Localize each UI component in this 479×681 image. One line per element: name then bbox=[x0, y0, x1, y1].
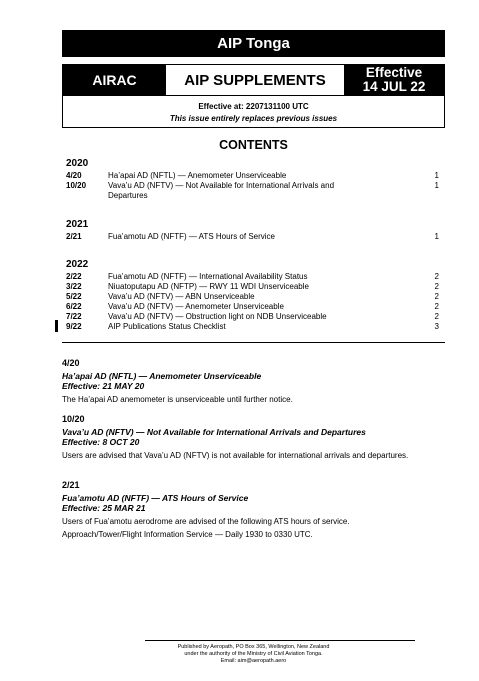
toc-entry-number: 2/22 bbox=[66, 272, 82, 281]
supplement-effective: Effective: 25 MAR 21 bbox=[62, 503, 146, 513]
toc-entry-number: 10/20 bbox=[66, 181, 87, 190]
airac-banner bbox=[62, 64, 445, 96]
toc-entry-number: 9/22 bbox=[66, 322, 82, 331]
toc-entry[interactable] bbox=[66, 282, 439, 292]
toc-entry-title: Vava’u AD (NFTV) — ABN Unserviceable bbox=[108, 292, 255, 301]
toc-entry-number: 6/22 bbox=[66, 302, 82, 311]
publisher-footer bbox=[62, 644, 445, 665]
toc-entry-number: 2/21 bbox=[66, 232, 82, 241]
supplement-title: Vava’u AD (NFTV) — Not Available for International Arrivals and Departures bbox=[62, 427, 366, 437]
contents-heading: CONTENTS bbox=[219, 138, 288, 152]
supplement-title: Fua’amotu AD (NFTF) — ATS Hours of Service bbox=[62, 493, 249, 503]
document-title: AIP Tonga bbox=[217, 35, 290, 52]
supplement-number: 4/20 bbox=[62, 358, 80, 368]
toc-year-2021: 2021 bbox=[66, 219, 89, 230]
toc-entry-number: 3/22 bbox=[66, 282, 82, 291]
toc-entry-title: Vava’u AD (NFTV) — Obstruction light on NDB Unserviceable bbox=[108, 312, 327, 321]
toc-entry-title: Fua’amotu AD (NFTF) — ATS Hours of Service bbox=[108, 232, 276, 241]
footer-line: under the authority of the Ministry of Civil Aviation Tonga. bbox=[184, 651, 323, 657]
supplement-body: Users of Fua’amotu aerodrome are advised of the following ATS hours of service. bbox=[62, 517, 350, 526]
toc-entry-page: 1 bbox=[434, 232, 439, 241]
toc-entry-number: 5/22 bbox=[66, 292, 82, 301]
supplement-number: 2/21 bbox=[62, 480, 80, 490]
supplement-body: Users are advised that Vava’u AD (NFTV) is not available for international arrivals and departures. bbox=[62, 451, 409, 460]
toc-entry-title: Ha’apai AD (NFTL) — Anemometer Unserviceable bbox=[108, 171, 287, 180]
toc-entry-page: 2 bbox=[434, 312, 439, 321]
footer-line: Published by Aeropath, PO Box 365, Wellington, New Zealand bbox=[177, 644, 330, 650]
supplement-entry bbox=[62, 480, 445, 540]
toc-entry-page: 2 bbox=[434, 302, 439, 311]
toc-entry[interactable] bbox=[66, 322, 439, 332]
supplement-entry bbox=[62, 414, 445, 461]
change-bar bbox=[55, 320, 58, 332]
toc-entry[interactable] bbox=[66, 171, 439, 181]
toc-entry-title: Niuatoputapu AD (NFTP) — RWY 11 WDI Unserviceable bbox=[108, 282, 309, 291]
toc-entry-page: 2 bbox=[434, 292, 439, 301]
supplement-entry bbox=[62, 358, 445, 405]
toc-entry[interactable] bbox=[66, 302, 439, 312]
supplement-number: 10/20 bbox=[62, 414, 85, 424]
table-of-contents bbox=[66, 158, 439, 332]
supplement-body: The Ha’apai AD anemometer is unserviceable until further notice. bbox=[62, 395, 293, 404]
footer-divider bbox=[145, 640, 415, 641]
toc-year-2022: 2022 bbox=[66, 259, 89, 270]
toc-entry-number: 4/20 bbox=[66, 171, 82, 180]
page-header bbox=[62, 30, 445, 57]
toc-entry-page: 1 bbox=[434, 171, 439, 180]
toc-entry[interactable] bbox=[66, 272, 439, 282]
effective-date-block bbox=[344, 65, 444, 95]
effective-time: Effective at: 2207131100 UTC bbox=[198, 102, 309, 111]
airac-label: AIRAC bbox=[63, 65, 166, 95]
section-title: AIP SUPPLEMENTS bbox=[184, 71, 326, 89]
toc-entry-title: Fua’amotu AD (NFTF) — International Availability Status bbox=[108, 272, 308, 281]
toc-entry-title: Vava’u AD (NFTV) — Not Available for International Arrivals and Departures bbox=[108, 181, 335, 200]
supplement-title: Ha’apai AD (NFTL) — Anemometer Unserviceable bbox=[62, 371, 262, 381]
effective-label: Effective bbox=[365, 65, 423, 80]
toc-entry-number: 7/22 bbox=[66, 312, 82, 321]
toc-entry[interactable] bbox=[66, 181, 439, 201]
footer-email[interactable]: Email: aim@aeropath.aero bbox=[220, 658, 287, 664]
toc-entry[interactable] bbox=[66, 232, 439, 242]
replacement-notice: This issue entirely replaces previous issues bbox=[169, 114, 338, 123]
supplement-effective: Effective: 8 OCT 20 bbox=[62, 437, 140, 447]
supplement-body: Approach/Tower/Flight Information Service — Daily 1930 to 0330 UTC. bbox=[62, 530, 313, 539]
toc-entry-page: 1 bbox=[434, 181, 439, 190]
effective-notice bbox=[62, 96, 445, 128]
toc-entry-page: 2 bbox=[434, 272, 439, 281]
divider bbox=[62, 342, 445, 343]
toc-entry-page: 3 bbox=[434, 322, 439, 331]
toc-year-2020: 2020 bbox=[66, 158, 89, 169]
toc-entry[interactable] bbox=[66, 292, 439, 302]
toc-entry-page: 2 bbox=[434, 282, 439, 291]
toc-entry-title: Vava’u AD (NFTV) — Anemometer Unserviceable bbox=[108, 302, 284, 311]
effective-date: 14 JUL 22 bbox=[362, 79, 426, 94]
toc-entry-title: AIP Publications Status Checklist bbox=[108, 322, 226, 331]
toc-entry[interactable] bbox=[66, 312, 439, 322]
supplement-effective: Effective: 21 MAY 20 bbox=[62, 381, 145, 391]
